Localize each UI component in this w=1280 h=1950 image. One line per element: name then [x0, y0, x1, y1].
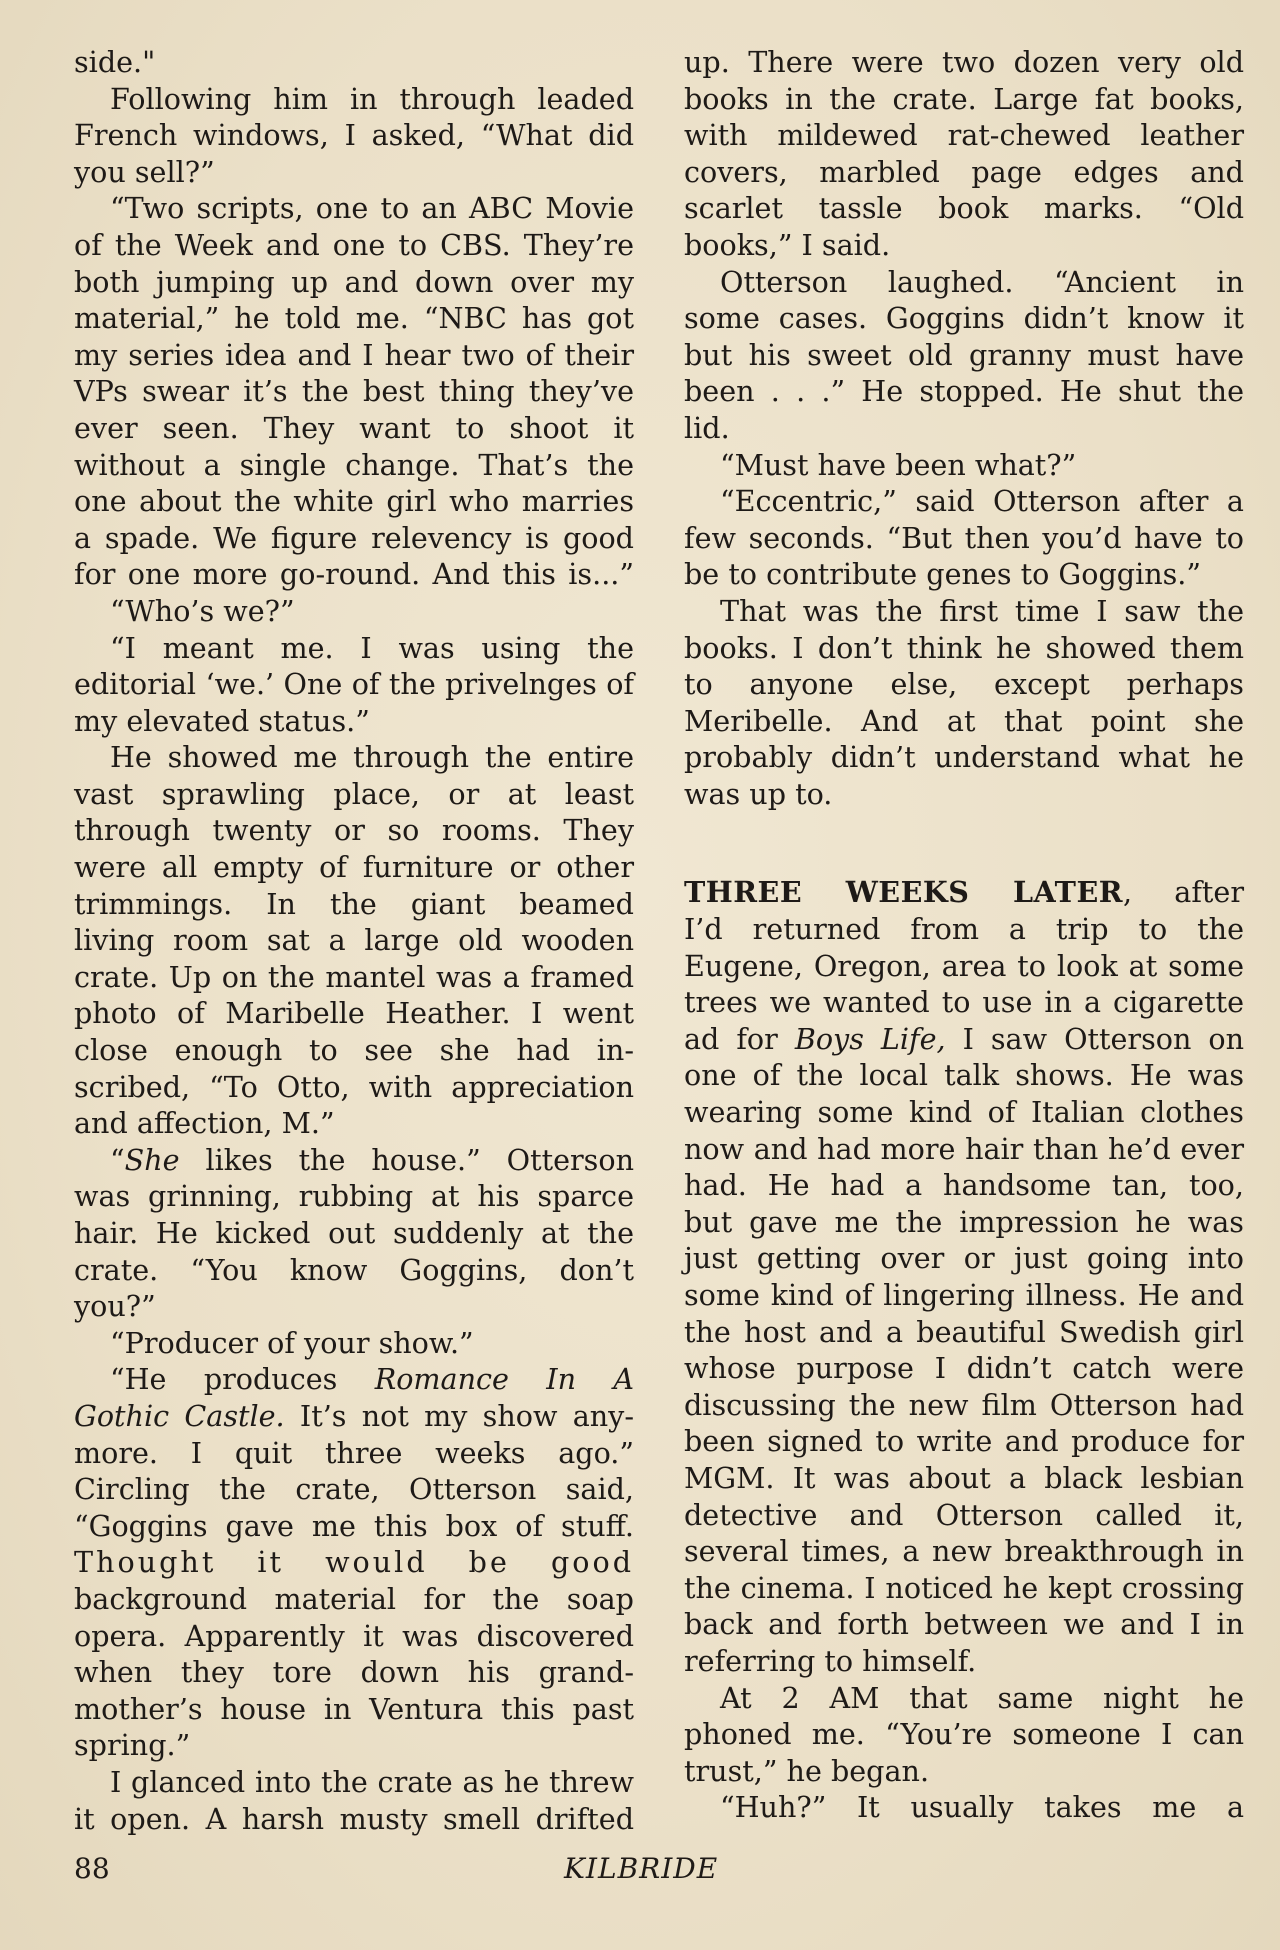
text-line: were all empty of furniture or other [74, 850, 634, 885]
text-line: few seconds. “But then you’d have to [684, 520, 1244, 555]
text-line: but gave me the impression he was [684, 1204, 1244, 1239]
text-line: both jumping up and down over my [74, 264, 634, 299]
text-line: editorial ‘we.’ One of the privelnges of [74, 667, 634, 702]
text-line: books in the crate. Large fat books, [684, 81, 1244, 116]
text-line: one about the white girl who marries [74, 484, 634, 519]
text-line: lid. [684, 410, 730, 445]
text-line: the cinema. I noticed he kept crossing [684, 1570, 1244, 1605]
text-line: Otterson laughed. “Ancient in [720, 264, 1244, 299]
text-line: scribed, “To Otto, with appreciation [74, 1069, 634, 1104]
text-line: French windows, I asked, “What did [74, 118, 634, 153]
text-line: trimmings. In the giant beamed [74, 886, 634, 921]
right-column [684, 44, 1244, 1826]
text-line: ever seen. They want to shoot it [74, 410, 634, 445]
text-line: “Who’s we?” [110, 593, 295, 628]
text-line: living room sat a large old wooden [74, 923, 634, 958]
text-line: up. There were two dozen very old [684, 45, 1244, 79]
text-line: my series idea and I hear two of their [74, 337, 634, 372]
text-line: side." [74, 45, 156, 79]
text-line: discussing the new film Otterson had [684, 1387, 1244, 1422]
text-line: was up to. [684, 776, 833, 811]
text-line: Gothic Castle. It’s not my show any- [74, 1398, 634, 1433]
text-line: Meribelle. And at that point she [684, 703, 1244, 738]
text-line: crate. “You know Goggins, don’t [74, 1252, 634, 1287]
text-line: “I meant me. I was using the [110, 630, 634, 665]
text-line: some kind of lingering illness. He and [684, 1278, 1244, 1312]
left-column [74, 44, 634, 1837]
text-line: for one more go-round. And this is...” [74, 557, 634, 592]
text-line: “Producer of your show.” [110, 1325, 474, 1360]
page-number: 88 [74, 1852, 110, 1885]
text-line: several times, a new breakthrough in [684, 1534, 1244, 1569]
text-line: to anyone else, except perhaps [684, 667, 1244, 702]
text-line: vast sprawling place, or at least [74, 776, 634, 811]
text-line: MGM. It was about a black lesbian [684, 1460, 1244, 1495]
text-line: of the Week and one to CBS. They’re [74, 227, 634, 262]
text-line: wearing some kind of Italian clothes [684, 1095, 1244, 1130]
text-line: background material for the soap [74, 1581, 634, 1616]
text-line: “Must have been what?” [720, 447, 1077, 482]
text-line: VPs swear it’s the best thing they’ve [74, 374, 634, 409]
text-line: scarlet tassle book marks. “Old [684, 191, 1244, 226]
text-line: trust,” he began. [684, 1753, 930, 1788]
text-line: hair. He kicked out suddenly at the [74, 1216, 634, 1250]
text-line: That was the first time I saw the [720, 593, 1244, 628]
text-line: “She likes the house.” Otterson [110, 1142, 634, 1177]
text-line: mother’s house in Ventura this past [74, 1691, 634, 1726]
text-line: you?” [74, 1289, 156, 1324]
text-line: and affection, M.” [74, 1106, 335, 1141]
text-line: you sell?” [74, 154, 215, 189]
text-line: books. I don’t think he showed them [684, 630, 1244, 665]
text-line: be to contribute genes to Goggins.” [684, 557, 1202, 592]
text-line: He showed me through the entire [110, 740, 634, 775]
text-line: ad for Boys Life, I saw Otterson on [684, 1021, 1245, 1056]
text-line: Thought it would be good [74, 1545, 634, 1580]
text-line: my elevated status.” [74, 703, 370, 738]
text-line: one of the local talk shows. He was [684, 1058, 1244, 1093]
text-line: been signed to write and produce for [684, 1424, 1244, 1459]
text-line: spring.” [74, 1728, 191, 1763]
text-line: now and had more hair than he’d ever [684, 1131, 1244, 1166]
running-head: KILBRIDE [564, 1852, 719, 1885]
text-line: Following him in through leaded [110, 81, 634, 116]
text-line: crate. Up on the mantel was a framed [74, 959, 634, 994]
section-break [684, 812, 1244, 874]
text-line: a spade. We figure relevency is good [74, 520, 634, 555]
text-line: “Goggins gave me this box of stuff. [74, 1508, 634, 1543]
text-line: when they tore down his grand- [74, 1655, 634, 1690]
text-line: it open. A harsh musty smell drifted [74, 1801, 634, 1836]
text-line: material,” he told me. “NBC has got [74, 301, 634, 336]
text-line: just getting over or just going into [684, 1241, 1244, 1276]
text-line: books,” I said. [684, 227, 891, 262]
text-line: I glanced into the crate as he threw [110, 1764, 634, 1799]
text-line: but his sweet old granny must have [684, 337, 1244, 372]
text-line: opera. Apparently it was discovered [74, 1618, 634, 1653]
text-line: Circling the crate, Otterson said, [74, 1472, 634, 1507]
text-line: At 2 AM that same night he [720, 1680, 1244, 1715]
text-line: “Huh?” It usually takes me a [720, 1790, 1244, 1825]
text-line: “Eccentric,” said Otterson after a [720, 484, 1244, 519]
text-line: I’d returned from a trip to the [684, 912, 1244, 947]
text-line: had. He had a handsome tan, too, [684, 1168, 1244, 1203]
text-line: been . . .” He stopped. He shut the [684, 374, 1244, 409]
text-line: Eugene, Oregon, area to look at some [684, 948, 1244, 983]
text-line: “He produces Romance In A [110, 1362, 634, 1397]
text-line: THREE WEEKS LATER, after [684, 875, 1244, 910]
text-line: back and forth between we and I in [684, 1607, 1244, 1642]
text-line: through twenty or so rooms. They [74, 813, 634, 848]
text-line: referring to himself. [684, 1643, 977, 1678]
text-line: “Two scripts, one to an ABC Movie [110, 191, 634, 226]
text-line: more. I quit three weeks ago.” [74, 1435, 634, 1470]
page-footer [74, 1852, 1206, 1892]
text-line: with mildewed rat-chewed leather [684, 118, 1244, 153]
text-line: some cases. Goggins didn’t know it [684, 301, 1244, 336]
text-line: the host and a beautiful Swedish girl [684, 1314, 1244, 1349]
text-line: without a single change. That’s the [74, 447, 634, 482]
text-line: photo of Maribelle Heather. I went [74, 996, 634, 1031]
text-line: detective and Otterson called it, [684, 1497, 1244, 1532]
text-line: covers, marbled page edges and [684, 154, 1244, 189]
text-line: phoned me. “You’re someone I can [684, 1717, 1244, 1752]
text-line: was grinning, rubbing at his sparce [74, 1179, 634, 1214]
text-line: trees we wanted to use in a cigarette [684, 985, 1244, 1020]
text-line: probably didn’t understand what he [684, 740, 1244, 775]
text-line: whose purpose I didn’t catch were [684, 1351, 1244, 1386]
text-line: close enough to see she had in- [74, 1033, 634, 1068]
